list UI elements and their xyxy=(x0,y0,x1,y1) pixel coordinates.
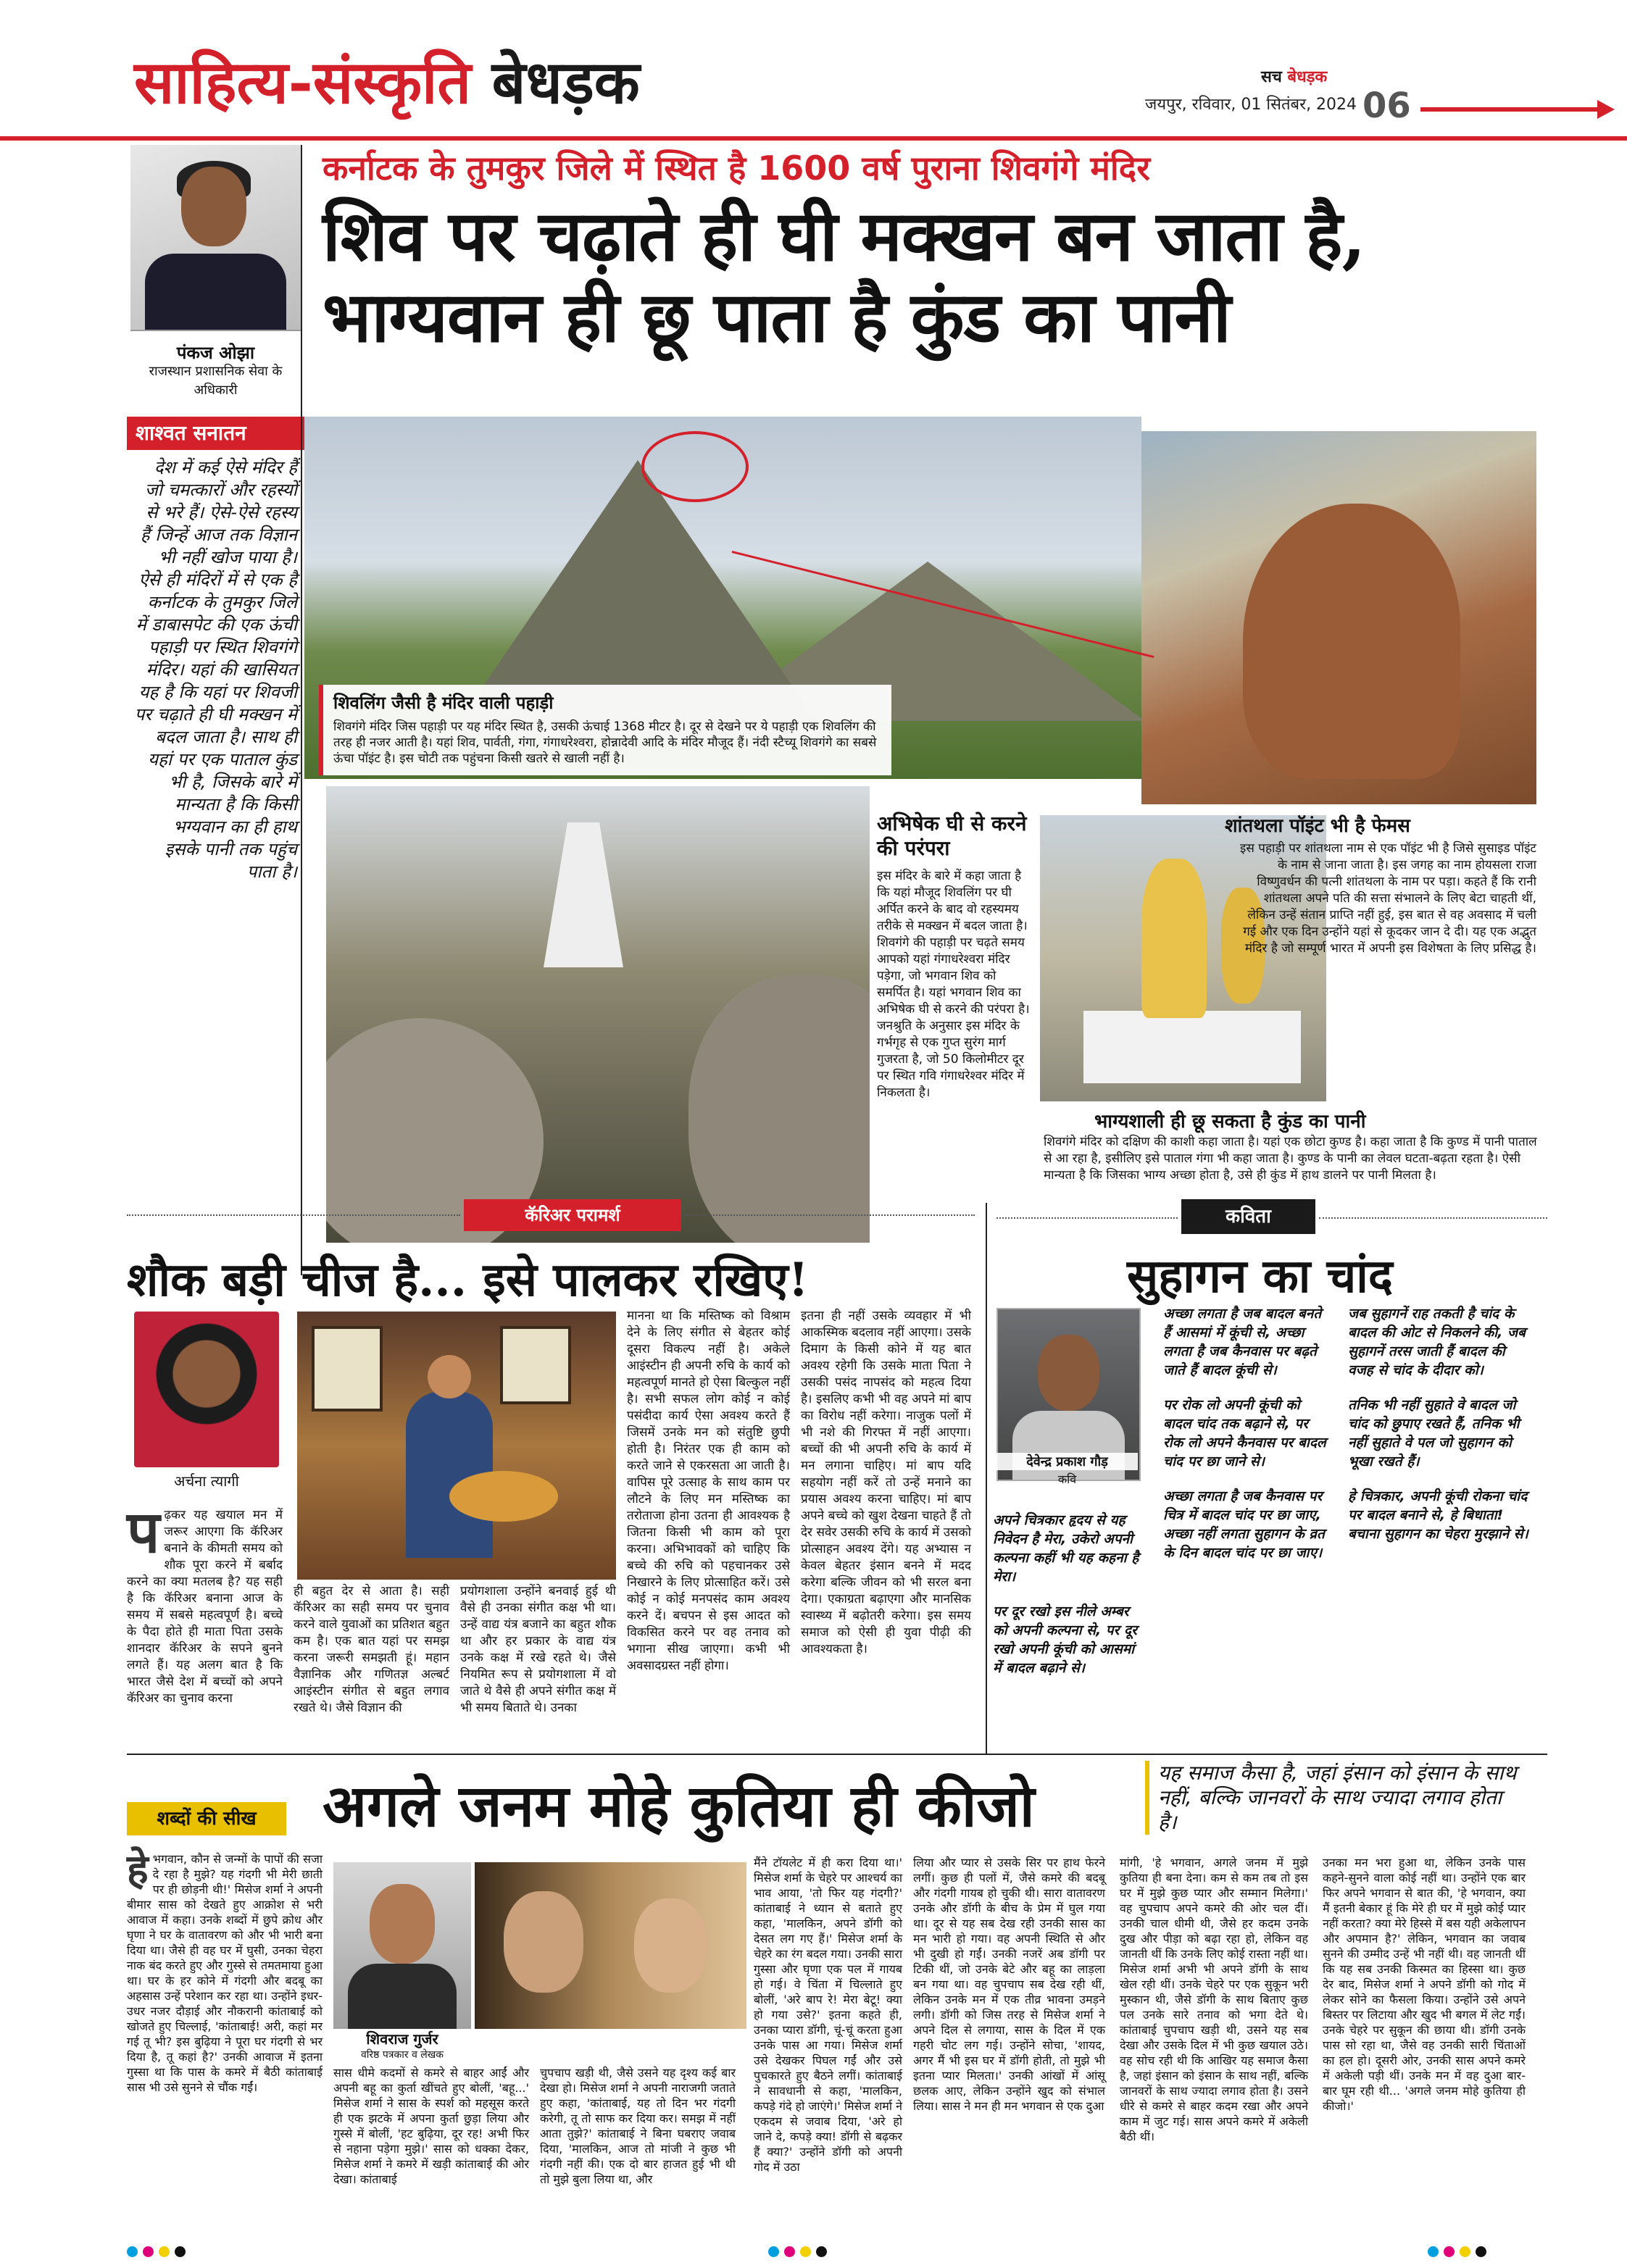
shantala-text: इस पहाड़ी पर शांतथला नाम से एक पॉइंट भी है जिसे सुसाइड पॉइंट के नाम से जाना जाता है। इस जगह का नाम होयसला राजा विष्णुवर्धन की पत्नी शांतथला के नाम पर पड़ा। कहते हैं कि रानी शांतथला अपने पति की सत्ता संभालने के लिए बेटा चाहती थीं, लेकिन उन्हें संतान प्राप्ति नहीं हुई, इस बात से वह अवसाद में चली गई और एक दिन उन्होंने यहां से कूदकर जान दे दी। यह एक अद्भुत मंदिर है जो सम्पूर्ण भारत में अपनी इस विशेषता के लिए प्रसिद्ध है। xyxy=(1240,841,1536,956)
registration-dot xyxy=(143,2246,154,2257)
rock-staircase-photo xyxy=(1141,431,1536,804)
story-col-3: चुपचाप खड़ी थी, जैसे उसने यह दृश्य कई बार देखा हो। मिसेज शर्मा ने अपनी नाराजगी जताते हुए कहा, 'कांताबाई, यह तो दिन भर गंदगी करेगी, तू तो साफ कर दिया कर। समझ में नहीं आता तुझे?' कांताबाई ने बिना घबराए जवाब दिया, 'मालकिन, आज तो मांजी ने कुछ भी गंदगी नहीं की। एक दो बार हाजत हुई भी थी तो मुझे बुला लिया था, और xyxy=(540,2066,736,2186)
masthead-rule xyxy=(0,136,1627,141)
poem-col-3 xyxy=(1348,1304,1529,1559)
abhishek-box xyxy=(877,812,1033,1101)
story-dropcap: हे xyxy=(127,1846,149,1893)
story-headline: अगले जनम मोहे कुतिया ही कीजो xyxy=(323,1772,1035,1840)
registration-dot xyxy=(768,2246,779,2257)
highlight-circle xyxy=(641,431,749,502)
poem-col-1 xyxy=(993,1511,1145,1693)
sidebar-divider xyxy=(301,145,302,1275)
registration-dot xyxy=(784,2246,795,2257)
story-col-7: उनका मन भरा हुआ था, लेकिन उनके पास कहने-सुनने वाला कोई नहीं था। उन्होंने एक बार फिर अपने भगवान से बात की, 'हे भगवान, क्या मैं इतनी बेकार हूं कि मेरे ही घर में मुझे कोई प्यार नहीं करता? क्या मेरे हिस्से में बस यही अकेलापन और अपमान है?' लेकिन, भगवान का जवाब सुनने की उम्मीद उन्हें भी नहीं थी। वह जानती थीं कि यह सब उनकी किस्मत का हिस्सा था। कुछ देर बाद, मिसेज शर्मा ने अपने डॉगी को गोद में लेकर सोने का फैसला किया। उन्होंने उसे अपने बिस्तर पर लिटाया और खुद भी बगल में लेट गईं। उनके चेहरे पर सुकून की छाया थी। डॉगी उनके पास सो रहा था, जैसे वह उनकी सारी चिंताओं का हल हो। दूसरी ओर, उनकी सास अपने कमरे में अकेली पड़ी थीं। उनके मन में वह दुआ बार-बार घूम रही थी... 'अगले जनम मोहे कुतिया ही कीजो।' xyxy=(1323,1856,1526,2113)
guitar-illustration xyxy=(297,1312,616,1580)
poem-rule-right xyxy=(1319,1217,1547,1219)
registration-dot xyxy=(127,2246,138,2257)
career-rule-right xyxy=(685,1214,975,1216)
kund-text: शिवगंगे मंदिर को दक्षिण की काशी कहा जाता है। यहां एक छोटा कुण्ड है। कहा जाता है कि कुण्ड में पानी पाताल से आ रहा है, इसीलिए इसे पाताल गंगा भी कहा जाता है। कुण्ड के पानी का लेवल घटता-बढ़ता रहता है। ऐसी मान्यता है कि जिसका भाग्य अच्छा होता है, उसे ही कुंड में हाथ डालने पर पानी मिलता है। xyxy=(1044,1135,1537,1183)
temple-photo xyxy=(326,786,870,1243)
dateline: जयपुर, रविवार, 01 सितंबर, 2024 xyxy=(1145,96,1357,114)
sidebar-section-label: शाश्वत सनातन xyxy=(127,417,304,450)
color-registration-left xyxy=(127,2246,191,2258)
poem-stanza: अपने चित्रकार हृदय से यह निवेदन है मेरा, उकेरो अपनी कल्पना कहीं भी यह कहना है मेरा। xyxy=(993,1512,1139,1585)
poem-tab: कविता xyxy=(1181,1199,1315,1234)
poem-stanza: जब सुहागनें राह तकती है चांद के बादल की ओट से निकलने की, जब सुहागनें तरस जाती हैं बादल की वजह से चांद के दीदार को। xyxy=(1348,1306,1526,1378)
registration-dot xyxy=(159,2246,170,2257)
career-col-2: ही बहुत देर से आता है। सही कॅरिअर का सही समय पर चुनाव करने वाले युवाओं का प्रतिशत बहुत कम है। एक बात यहां पर समझ करना जरूरी समझती हूं। महान वैज्ञानिक और गणितज्ञ अल्बर्ट आइंस्टीन संगीत से बहुत लगाव रखते थे। जैसे विज्ञान की xyxy=(294,1584,449,1715)
career-poem-divider xyxy=(986,1203,987,1754)
story-author-name: शिवराज गुर्जर xyxy=(366,2030,438,2048)
lead-headline: शिव पर चढ़ाते ही घी मक्खन बन जाता है, भाग्यवान ही छू पाता है कुंड का पानी xyxy=(323,195,1365,358)
abhishek-text: इस मंदिर के बारे में कहा जाता है कि यहां मौजूद शिवलिंग पर घी अर्पित करने के बाद वो रहस्यमय तरीके से मक्खन में बदल जाता है। शिवगंगे की पहाड़ी पर चढ़ते समय आपको यहां गंगाधरेश्वरा मंदिर पड़ेगा, जो भगवान शिव को समर्पित है। यहां भगवान शिव का अभिषेक घी से करने की परंपरा है। जनश्रुति के अनुसार इस मंदिर के गर्भगृह से एक गुप्त सुरंग मार्ग गुजरता है, जो 50 किलोमीटर दूर पर स्थित गवि गंगाधरेश्वर मंदिर में निकलता है। xyxy=(877,869,1030,1100)
career-author-name: अर्चना त्यागी xyxy=(174,1472,239,1490)
registration-dot xyxy=(1444,2246,1455,2257)
story-tab: शब्दों की सीख xyxy=(127,1802,286,1835)
shantala-title: शांतथला पॉइंट भी है फेमस xyxy=(1225,815,1410,837)
color-registration-center xyxy=(768,2246,832,2258)
career-author-photo xyxy=(134,1312,279,1467)
section-title xyxy=(134,40,640,121)
career-col-5: इतना ही नहीं उसके व्यवहार में भी आकस्मिक बदलाव नहीं आएगा। उसके दिमाग के किसी कोने में यह बात अवश्य रहेगी कि उसके माता पिता ने उसकी पसंद नापसंद को महत्व दिया है। इसलिए कभी भी वह अपने मां बाप का विरोध नहीं करेगा। नाजुक पलों में भी नशे की गिरफ्त में नहीं आएगा। बच्चों की भी अपनी रुचि के कार्य में मन लगाना चाहिए। मां बाप यदि सहयोग नहीं करें तो उन्हें मनाने का प्रयास अवश्य करना चाहिए। मां बाप अपने बच्चे को खुश देखना चाहते हैं तो देर सवेर उसकी रुचि के कार्य में उसको प्रोत्साहन अवश्य देंगे। यह अभ्यास न केवल बेहतर इंसान बनने में मदद करेगा बल्कि जीवन को भी सरल बना देगा। एकाग्रता बढ़ाएगा और मानसिक स्वास्थ्य में बढ़ोतरी करेगा। इस समय समाज को ऐसी ही युवा पीढ़ी की आवश्यकता है। xyxy=(801,1309,971,1656)
woman-dog-illustration xyxy=(475,1862,746,2029)
poem-stanza: पर रोक लो अपनी कूंची को बादल चांद तक बढ़ाने से, पर रोक लो अपने कैनवास पर बादल चांद पर छा जाने से। xyxy=(1163,1397,1326,1469)
abhishek-title: अभिषेक घी से करने की परंपरा xyxy=(877,812,1027,860)
sidebar-text: देश में कई ऐसे मंदिर हैं जो चमत्कारों और रहस्यों से भरे हैं। ऐसे-ऐसे रहस्य हैं जिन्हें आज तक विज्ञान भी नहीं खोज पाया है। ऐसे ही मंदिरों में से एक है कर्नाटक के तुमकुर जिले में डाबासपेट की एक ऊंची पहाड़ी पर स्थित शिवगंगे मंदिर। यहां की खासियत यह है कि यहां पर शिवजी पर चढ़ाते ही घी मक्खन में बदल जाता है। साथ ही यहां पर एक पाताल कुंड भी है, जिसके बारे में मान्यता है कि किसी भग्यवान का ही हाथ इसके पानी तक पहुंच पाता है। xyxy=(134,457,297,882)
poem-stanza: हे चित्रकार, अपनी कूंची रोकना चांद पर बादल बनाने से, हे बिधाता! बचाना सुहागन का चेहरा मुरझाने से। xyxy=(1348,1488,1528,1542)
career-headline: शौक बड़ी चीज है... इसे पालकर रखिए! xyxy=(127,1253,809,1307)
author-photo xyxy=(130,145,301,331)
lead-kicker: कर्नाटक के तुमकुर जिले में स्थित है 1600 वर्ष पुराना शिवगंगे मंदिर xyxy=(323,149,1151,188)
registration-dot xyxy=(1428,2246,1439,2257)
poet-role: कवि xyxy=(1057,1472,1077,1486)
poem-col-2 xyxy=(1163,1304,1330,1578)
pen-decoration xyxy=(1420,107,1602,112)
registration-dot xyxy=(175,2246,186,2257)
registration-dot xyxy=(1460,2246,1470,2257)
bottom-section-rule xyxy=(127,1754,1547,1755)
poem-stanza: अच्छा लगता है जब कैनवास पर चित्र में बादल चांद पर छा जाए, अच्छा नहीं लगता सुहागन के व्रत के दिन बादल चांद पर छा जाए। xyxy=(1163,1488,1325,1561)
brand-bedhadak: बेधड़क xyxy=(1287,68,1328,86)
author-name: पंकज ओझा xyxy=(176,343,255,363)
poem-stanza: तनिक भी नहीं सुहाते वे बादल जो चांद को छुपाए रखते हैं, तनिक भी नहीं सुहाते वे पल जो सुहागन को भूखा रखते हैं। xyxy=(1348,1397,1520,1469)
registration-dot xyxy=(1476,2246,1486,2257)
poem-rule-left xyxy=(996,1217,1178,1219)
story-col-1-text: भगवान, कौन से जन्मों के पापों की सजा दे रहा है मुझे? यह गंदगी भी मेरी छाती पर ही छोड़नी थी!' मिसेज शर्मा ने अपनी बीमार सास को देखते हुए आक्रोश से भरी आवाज में कहा। उनके शब्दों में छुपे क्रोध और घृणा ने घर के वातावरण को और भी भारी बना दिया था। जैसे ही वह घर में घुसी, उनका चेहरा नाक बंद करते हुए और गुस्से से तमतमाया हुआ था। घर के हर कोने में गंदगी और बदबू का अहसास उन्हें परेशान कर रहा था। उन्होंने इधर-उधर नजर दौड़ाई और नौकरानी कांताबाई को खोजते हुए चिल्लाई, 'कांताबाई! अरी, कहां मर गई तू भी? इस बुढ़िया ने पूरा घर गंदगी से भर दिया है, तू कहां है?' उनकी आवाज में इतना गुस्सा था कि पास के कमरे में बैठी कांताबाई सास भी उसे सुनने से चौंक गईं। xyxy=(127,1852,323,2094)
career-col-3: प्रयोगशाला उन्होंने बनवाई हुई थी वैसे ही उनका संगीत कक्ष भी था। उन्हें वाद्य यंत्र बजाने का बहुत शौक था और हर प्रकार के वाद्य यंत्र उनके कक्ष में रखे रहते थे। जैसे नियमित रूप से प्रयोगशाला में वो जाते थे वैसे ही अपने संगीत कक्ष में भी समय बिताते थे। उनका xyxy=(460,1584,616,1715)
caption-text: शिवगंगे मंदिर जिस पहाड़ी पर यह मंदिर स्थित है, उसकी ऊंचाई 1368 मीटर है। दूर से देखने पर ये पहाड़ी एक शिवलिंग की तरह ही नजर आती है। यहां शिव, पार्वती, गंगा, गंगाधरेश्वरा, होन्नादेवी आदि के मंदिर मौजूद हैं। नंदी स्टैच्यू शिवगंगे का सबसे ऊंचा पॉइंट है। इस चोटी तक पहुंचना किसी खतरे से खाली नहीं है। xyxy=(333,720,877,766)
career-rule-left xyxy=(127,1214,460,1216)
poem-stanza: पर दूर रखो इस नीले अम्बर को अपनी कल्पना से, पर दूर रखो अपनी कूंची को आसमां में बादल बढ़ाने से। xyxy=(993,1604,1137,1676)
story-author-role: वरिष्ठ पत्रकार व लेखक xyxy=(361,2049,444,2061)
color-registration-right xyxy=(1428,2246,1491,2258)
author-role: राजस्थान प्रशासनिक सेवा के अधिकारी xyxy=(149,364,283,398)
caption-title: शिवलिंग जैसी है मंदिर वाली पहाड़ी xyxy=(333,693,554,713)
career-col-1 xyxy=(127,1498,283,1707)
kund-title: भाग्यशाली ही छू सकता है कुंड का पानी xyxy=(1094,1111,1366,1133)
brand-sach: सच xyxy=(1261,68,1282,86)
caption-box xyxy=(319,685,891,775)
poem-stanza: अच्छा लगता है जब बादल बनते हैं आसमां में कूंची से, अच्छा लगता है जब कैनवास पर बढ़ते जाते हैं बादल कूंची से। xyxy=(1163,1306,1322,1378)
registration-dot xyxy=(800,2246,811,2257)
story-col-6: मांगी, 'हे भगवान, अगले जनम में मुझे कुतिया ही बना देना। कम से कम तब तो इस घर में मुझे कुछ प्यार और सम्मान मिलेगा।' वह चुपचाप अपने कमरे की ओर चल दीं। उनकी चाल धीमी थी, जैसे हर कदम उनके दुख और पीड़ा को बढ़ा रहा हो, लेकिन वह जानती थीं कि उनके लिए कोई रास्ता नहीं था। मिसेज शर्मा अभी भी अपने डॉगी के साथ खेल रही थीं। उनके चेहरे पर एक सुकून भरी मुस्कान थी, जैसे डॉगी के साथ बिताए कुछ पल उनके सारे तनाव को भगा देते थे। कांताबाई चुपचाप खड़ी थी, उसने यह सब देखा और उसके दिल में भी कुछ खयाल उठे। वह सोच रही थी कि आखिर यह समाज कैसा है, जहां इंसान को इंसान के साथ नहीं, बल्कि जानवरों के साथ ज्यादा लगाव होता है। उसने धीरे से कमरे से बाहर कदम रखा और अपने काम में जुट गई। सास अपने कमरे में अकेली बैठी थीं। xyxy=(1120,1856,1308,2143)
registration-dot xyxy=(816,2246,827,2257)
story-author-photo xyxy=(333,1862,471,2029)
story-col-1 xyxy=(127,1846,323,2095)
story-col-5: लिया और प्यार से उसके सिर पर हाथ फेरने लगीं। कुछ ही पलों में, जैसे कमरे की बदबू और गंदगी गायब हो चुकी थी। सारा वातावरण उनके और डॉगी के बीच के प्रेम में घुल गया था। दूर से यह सब देख रही उनकी सास का मन भारी हो गया। वह अपनी स्थिति से और भी दुखी हो गईं। उनकी नजरें अब डॉगी पर टिकी थीं, जो उनके बेटे और बहू का लाड़ला बन गया था। वह चुपचाप सब देख रही थीं, लेकिन उनके मन में एक तीव्र भावना उमड़ने लगी। डॉगी को जिस तरह से मिसेज शर्मा ने अपने दिल से लगाया, सास के दिल में एक गहरी चोट लग गई। उन्होंने सोचा, 'शायद, अगर मैं भी इस घर में डॉगी होती, तो मुझे भी इतना प्यार मिलता।' उनकी आंखों में आंसू छलक आए, लेकिन उन्होंने खुद को संभाल लिया। सास ने मन ही मन भगवान से एक दुआ xyxy=(913,1856,1105,2113)
career-dropcap: प xyxy=(127,1498,160,1566)
career-tab: कॅरिअर परामर्श xyxy=(464,1199,681,1231)
story-col-4: मैंने टॉयलेट में ही करा दिया था।' मिसेज शर्मा के चेहरे पर आश्चर्य का भाव आया, 'तो फिर यह गंदगी?' कांताबाई ने ध्यान से बताते हुए कहा, 'मालकिन, अपने डॉगी को देसत लग गए हैं।' मिसेज शर्मा के चेहरे का रंग बदल गया। उनकी सारा गुस्सा और घृणा एक पल में गायब हो गई। वे चिंता में चिल्लाते हुए बोलीं, 'अरे बाप रे! मेरा बेटू! क्या हो गया उसे?' इतना कहते ही, उनका प्यारा डॉगी, चूं-चूं करता हुआ उनके पास आ गया। मिसेज शर्मा उसे देखकर पिघल गईं और उसे पुचकारते हुए बैठने लगीं। कांताबाई ने सावधानी से कहा, 'मालकिन, कपड़े गंदे हो जाएंगे।' मिसेज शर्मा ने एकदम से जवाब दिया, 'अरे हो जाने दे, कपड़े क्या! डॉगी से बढ़कर हैं क्या?' उन्होंने डॉगी को अपनी गोद में उठा xyxy=(754,1856,902,2174)
story-subhead: यह समाज कैसा है, जहां इंसान को इंसान के साथ नहीं, बल्कि जानवरों के साथ ज्यादा लगाव होता है। xyxy=(1145,1761,1526,1835)
poem-title: सुहागन का चांद xyxy=(1127,1249,1393,1304)
brand-logo xyxy=(1261,65,1327,87)
career-col-1-text: ढ़कर यह खयाल मन में जरूर आएगा कि कॅरिअर बनाने के कीमती समय को शौक पूरा करने में बर्बाद करने का क्या मतलब है? यह सही है कि कॅरिअर बनाना आज के समय में सबसे महत्वपूर्ण है। बच्चे के पैदा होते ही माता पिता उसके शानदार कॅरिअर के सपने बुनने लगते हैं। यह अलग बात है कि भारत जैसे देश में बच्चों को अपने कॅरिअर का चुनाव करना xyxy=(127,1508,283,1706)
career-col-4: मानना था कि मस्तिष्क को विश्राम देने के लिए संगीत से बेहतर कोई दूसरा विकल्प नहीं है। अकेले आइंस्टीन ही अपनी रुचि के कार्य को महत्वपूर्ण मानते हो ऐसा बिल्कुल नहीं है। सभी सफल लोग कोई न कोई पसंदीदा कार्य ऐसा अवश्य करते हैं जिसमें उनके मन को संतुष्टि छुपी होती है। निरंतर एक ही काम को करते जाने से एकरसता आ जाती है। वापिस पूरे उत्साह के साथ काम पर लौटने के लिए मन मस्तिष्क का तरोताजा होना उतना ही आवश्यक है जितना किसी भी काम को पूरा करना। अभिभावकों को चाहिए कि बच्चे की रुचि को पहचानकर उसे निखारने के लिए प्रोत्साहित करें। उसे कोई न कोई मनपसंद काम अवश्य करने दें। बचपन से इस आदत को विकसित करने पर वह तनाव को भगाना सीख जाएगा। कभी भी अवसादग्रस्त नहीं होगा। xyxy=(627,1309,790,1673)
poet-name: देवेन्द्र प्रकाश गौड़ xyxy=(996,1453,1138,1470)
section-title-main: साहित्य-संस्कृति xyxy=(134,48,472,117)
page-number: 06 xyxy=(1362,86,1411,126)
section-title-brand: बेधड़क xyxy=(491,48,640,117)
story-col-2: सास धीमे कदमों से कमरे से बाहर आईं और अपनी बहू का कुर्ता खींचते हुए बोलीं, 'बहू...' मिसेज शर्मा ने सास के स्पर्श को महसूस करते ही एक झटके में अपना कुर्ता छुड़ा लिया और गुस्से में बोलीं, 'हट बुढ़िया, दूर रह! अभी फिर से नहाना पड़ेगा मुझे।' सास को धक्का देकर, मिसेज शर्मा ने कमरे में खड़ी कांताबाई की ओर देखा। कांताबाई xyxy=(333,2066,529,2186)
